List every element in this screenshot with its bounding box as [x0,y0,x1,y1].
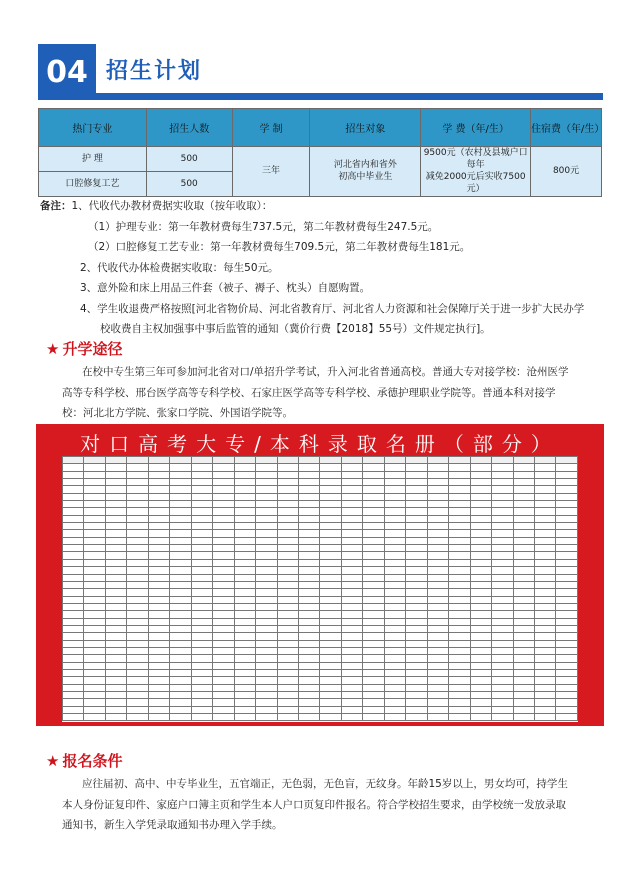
note-line: 2、代收代办体检费据实收取：每生50元。 [80,261,279,274]
section-number: 04 [38,44,96,100]
major-cell: 口腔修复工艺 [39,171,147,196]
target-line: 河北省内和省外 [333,160,397,171]
banner-title: 对口高考大专/本科录取名册（部分） [80,432,560,456]
column-header: 招生对象 [310,109,421,147]
admission-grid [62,456,578,721]
notes-label: 备注： [40,200,72,212]
column-header: 学 制 [232,109,310,147]
target-cell [310,147,421,197]
table-row [39,147,602,172]
count-cell: 500 [146,147,232,172]
promotion-text: 在校中专生第三年可参加河北省对口/单招升学考试，升入河北省普通高校。普通大专对接学校：沧州医学高等专科学校、邢台医学高等专科学校、石家庄医学高等专科学校、承德护理职业学院等。普通本科对接学校：河北北方学院、张家口学院、外国语学院等。 [62,366,569,419]
notes-block [40,196,610,340]
registration-text: 应往届初、高中、中专毕业生，五官端正，无色弱，无色盲，无纹身。年龄15岁以上，男女均可，持学生本人身份证复印件、家庭户口簿主页和学生本人户口页复印件报名。符合学校招生要求，由学校统一发放录取通知书，新生入学凭录取通知书办理入学手续。 [62,778,568,831]
column-header: 招生人数 [146,109,232,147]
promotion-title: ★ 升学途径 [46,340,123,358]
column-header: 热门专业 [39,109,147,147]
star-icon: ★ [46,752,60,770]
registration-title: ★ 报名条件 [46,752,123,770]
note-line: 1、代收代办教材费据实收取（按年收取）： [71,200,273,212]
section-header [38,44,603,100]
note-line: （2）口腔修复工艺专业：第一年教材费每生709.5元，第二年教材费每生181元。 [88,241,471,253]
enrollment-plan-table [38,108,605,197]
header-underline [96,93,603,100]
tuition-line: 减免2000元后实收7500元） [425,172,526,195]
column-header: 住宿费（年/生） [531,109,602,147]
admission-list-banner [36,424,604,726]
target-line: 初高中毕业生 [338,172,393,183]
section-title: 招生计划 [106,59,203,84]
tuition-line: 9500元（农村及县城户口每年 [423,148,528,171]
table-header-row [39,109,602,147]
note-line: 校收费自主权加强事中事后监管的通知（冀价行费【2018】55号）文件规定执行]。 [100,323,491,335]
duration-cell: 三年 [232,147,310,197]
note-line: （1）护理专业：第一年教材费每生737.5元，第二年教材费每生247.5元。 [88,220,439,233]
major-cell: 护 理 [39,147,147,172]
tuition-cell [421,147,531,197]
note-line: 4、学生收退费严格按照[河北省物价局、河北省教育厅、河北省人力资源和社会保障厅关于进一步扩大民办学 [80,302,585,315]
star-icon: ★ [46,340,60,358]
count-cell: 500 [146,171,232,196]
admission-list-image [62,456,578,722]
dorm-fee-cell: 800元 [531,147,602,197]
note-line: 3、意外险和床上用品三件套（被子、褥子、枕头）自愿购置。 [80,282,371,294]
column-header: 学 费（年/生） [421,109,531,147]
